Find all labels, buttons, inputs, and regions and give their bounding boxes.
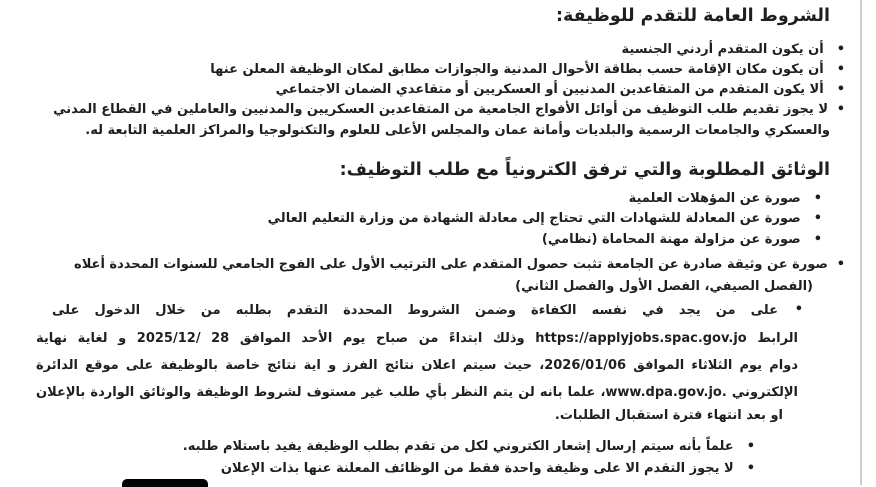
apply-url-link[interactable]: https://applyjobs.spac.gov.jo [535,331,747,346]
apply-line3 [36,355,798,376]
apply-line1: على من يجد في نفسه الكفاءة وضمن الشروط المحددة التقدم بطلبه من خلال الدخول على [52,303,778,318]
cropped-black-bar [122,479,208,487]
list-item [221,459,755,479]
start-date: 2025/12/ 28 [136,331,230,346]
bullet-icon: • [746,461,755,476]
bullet-icon: • [836,102,845,117]
bullet3-text: ألا يكون المتقدم من المتقاعدين المدنيين أو العسكريين أو متقاعدي الضمان الاجتماعي [275,82,824,97]
page-edge-divider [860,0,862,485]
bullet-icon: • [836,82,845,97]
doc4-line2: (الفصل الصيفي، الفصل الأول والفصل الثاني) [515,279,813,294]
bullet-icon: • [836,42,845,57]
apply-line4-pre: الإلكتروني [731,385,798,400]
bullet-icon: • [813,211,822,226]
dpa-site-link[interactable]: www.dpa.gov.jo. [605,385,727,400]
end-date: 2026/01/06 [544,358,627,373]
bullet-icon: • [794,302,803,317]
apply-line3-pre: دوام يوم الثلاثاء الموافق [633,358,798,373]
bullet1-text: أن يكون المتقدم أردني الجنسية [621,42,824,57]
list-item [622,40,846,60]
bullet-icon: • [813,191,822,206]
doc4-line1: صورة عن وثيقة صادرة عن الجامعة تثبت حصول المتقدم على الترتيب الأول على الفوج الجامعي للسنوات المحددة أعلاه [74,257,828,272]
list-item [183,437,755,457]
bullet-icon: • [813,232,822,247]
doc1-text: صورة عن المؤهلات العلمية [628,191,801,206]
doc2-text: صورة عن المعادلة للشهادات التي تحتاج إلى معادلة الشهادة من وزارة التعليم العالي [267,211,801,226]
apply-line5: او بعد انتهاء فترة استقبال الطلبات. [554,408,783,423]
list-item [542,230,822,250]
bullet4-line2: والعسكري والجامعات الرسمية والبلديات وأمانة عمان والمجلس الأعلى للعلوم والتكنولوجيا والمراكز العلمية التابعة له. [85,123,830,138]
bullet2-text: أن يكون مكان الإقامة حسب بطاقة الأحوال المدنية والجوازات مطابق لمكان الوظيفة المعلن عنها [210,62,824,77]
note2-text: لا يجوز التقدم الا على وظيفة واحدة فقط من الوظائف المعلنة عنها بذات الإعلان [220,461,734,476]
list-item [268,209,822,229]
apply-line2-pre: الرابط [757,331,798,346]
apply-line2-mid: وذلك ابتداءً من صباح يوم الأحد الموافق [239,331,525,346]
bullet-icon: • [746,439,755,454]
apply-line3-post: ، حيث سيتم اعلان نتائج الفرز و اية نتائج خاصة بالوظيفة على موقع الدائرة [36,358,545,373]
section2-title: الوثائق المطلوبة والتي ترفق الكترونياً مع طلب التوظيف: [339,160,830,180]
bullet-icon: • [836,62,845,77]
bullet4-line1: لا يجوز تقديم طلب التوظيف من أوائل الأفواج الجامعية من المتقاعدين العسكريين والمدنيين والعاملين في القطاع المدني [53,102,828,117]
note1-text: علماً بأنه سيتم إرسال إشعار الكتروني لكل من تقدم بطلب الوظيفة يفيد باستلام طلبه. [182,439,734,454]
list-item [276,80,845,100]
apply-line2-post: و لغاية نهاية [36,331,127,346]
doc3-text: صورة عن مزاولة مهنة المحاماة (نظامي) [541,232,801,247]
apply-line4 [36,382,798,403]
section1-title: الشروط العامة للتقدم للوظيفة: [556,6,830,26]
apply-line4-post: ، علما بانه لن يتم النظر بأي طلب غير مستوف لشروط الوظيفة والوثائق الواردة بالإعلان [36,385,606,400]
bullet-icon: • [836,257,845,272]
list-item [210,60,845,80]
list-item [629,189,822,209]
apply-line2 [36,328,798,349]
